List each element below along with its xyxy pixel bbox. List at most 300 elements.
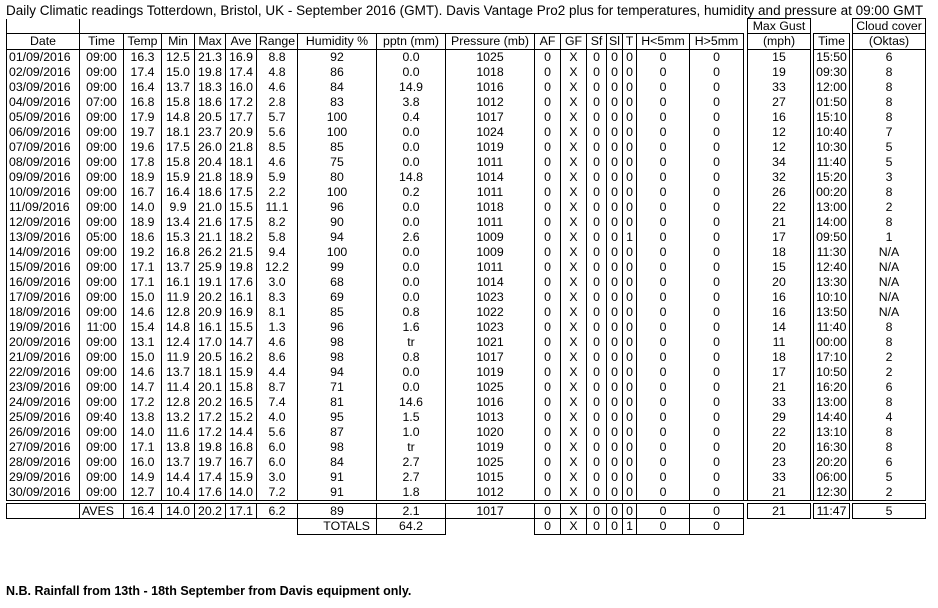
cell-max: 19.8 [195, 440, 226, 455]
cell-pptn: 0.0 [377, 365, 446, 380]
cell-sl: 0 [607, 140, 623, 155]
cell-h-gt5: 0 [690, 410, 744, 425]
cell-date: 19/09/2016 [7, 320, 80, 335]
cell-gust-time: 14:40 [814, 410, 850, 425]
cell-min: 12.8 [162, 305, 195, 320]
cell-h-lt5: 0 [637, 95, 690, 110]
cell-af: 0 [535, 485, 561, 501]
cell-ave: 16.8 [226, 440, 257, 455]
cell-cloud: 2 [853, 485, 926, 501]
cell-gust-time: 16:30 [814, 440, 850, 455]
cell-ave: 15.5 [226, 320, 257, 335]
cell-humidity: 98 [298, 335, 377, 350]
cell-date: 04/09/2016 [7, 95, 80, 110]
cell-af: 0 [535, 275, 561, 290]
cell-h-gt5: 0 [690, 95, 744, 110]
cell-pptn: 0.0 [377, 215, 446, 230]
cell-date: 26/09/2016 [7, 425, 80, 440]
cell-cloud: 8 [853, 95, 926, 110]
cell-date: 08/09/2016 [7, 155, 80, 170]
cell-temp: 15.0 [124, 350, 162, 365]
cell-sl: 0 [607, 305, 623, 320]
cell-gust: 16 [748, 110, 811, 125]
cell-af: 0 [535, 410, 561, 425]
cell-h-gt5: 0 [690, 275, 744, 290]
cell-humidity: 85 [298, 305, 377, 320]
cell-temp: 18.9 [124, 215, 162, 230]
header-temp: Temp [124, 34, 162, 50]
cell-time: 09:00 [80, 485, 124, 501]
cell-temp: 14.7 [124, 380, 162, 395]
cell-time: 07:00 [80, 95, 124, 110]
cell-pressure: 1009 [446, 245, 535, 260]
cell-pptn: 0.0 [377, 125, 446, 140]
header-sf: Sf [587, 34, 607, 50]
cell-pressure: 1025 [446, 455, 535, 470]
cell-t: 0 [623, 350, 637, 365]
cell-pptn: 1.5 [377, 410, 446, 425]
cell-h-gt5: 0 [690, 185, 744, 200]
totals-af: 0 [535, 519, 561, 535]
cell-sf: 0 [587, 80, 607, 95]
cell-af: 0 [535, 155, 561, 170]
cell-min: 9.9 [162, 200, 195, 215]
cell-range: 8.1 [257, 305, 298, 320]
cell-gust: 11 [748, 335, 811, 350]
cell-af: 0 [535, 440, 561, 455]
cell-date: 02/09/2016 [7, 65, 80, 80]
table-row [7, 410, 926, 425]
cell-sl: 0 [607, 380, 623, 395]
cell-h-lt5: 0 [637, 155, 690, 170]
cell-t: 0 [623, 365, 637, 380]
cell-gust: 12 [748, 125, 811, 140]
header-pressure: Pressure (mb) [446, 34, 535, 50]
cell-temp: 14.6 [124, 365, 162, 380]
cell-gust-time: 13:30 [814, 275, 850, 290]
cell-ave: 16.9 [226, 305, 257, 320]
header-h-lt5: H<5mm [637, 34, 690, 50]
header-gf: GF [561, 34, 587, 50]
cell-cloud: 2 [853, 365, 926, 380]
aves-af: 0 [535, 504, 561, 519]
cell-af: 0 [535, 380, 561, 395]
cell-ave: 18.2 [226, 230, 257, 245]
cell-t: 1 [623, 230, 637, 245]
cell-t: 0 [623, 125, 637, 140]
cell-temp: 14.0 [124, 425, 162, 440]
cell-af: 0 [535, 110, 561, 125]
cell-sf: 0 [587, 185, 607, 200]
cell-temp: 16.4 [124, 80, 162, 95]
cell-temp: 13.1 [124, 335, 162, 350]
cell-gf: X [561, 245, 587, 260]
cell-humidity: 86 [298, 65, 377, 80]
cell-ave: 16.2 [226, 350, 257, 365]
cell-time: 09:00 [80, 260, 124, 275]
cell-gust: 32 [748, 170, 811, 185]
cell-pressure: 1011 [446, 185, 535, 200]
aves-h-gt5: 0 [690, 504, 744, 519]
cell-humidity: 84 [298, 455, 377, 470]
cell-sf: 0 [587, 305, 607, 320]
cell-sl: 0 [607, 155, 623, 170]
cell-gust-time: 12:30 [814, 485, 850, 501]
cell-range: 8.8 [257, 50, 298, 66]
cell-pressure: 1009 [446, 230, 535, 245]
cell-humidity: 92 [298, 50, 377, 66]
cell-gf: X [561, 125, 587, 140]
cell-gust: 21 [748, 380, 811, 395]
cell-sl: 0 [607, 110, 623, 125]
cell-h-lt5: 0 [637, 80, 690, 95]
cell-gust-time: 09:50 [814, 230, 850, 245]
cell-gust: 26 [748, 185, 811, 200]
cell-max: 17.0 [195, 335, 226, 350]
cell-date: 10/09/2016 [7, 185, 80, 200]
cell-h-gt5: 0 [690, 290, 744, 305]
aves-ave: 17.1 [226, 504, 257, 519]
cell-date: 24/09/2016 [7, 395, 80, 410]
cell-sf: 0 [587, 485, 607, 501]
cell-h-lt5: 0 [637, 50, 690, 66]
cell-min: 17.5 [162, 140, 195, 155]
cell-sf: 0 [587, 65, 607, 80]
cell-pptn: 1.6 [377, 320, 446, 335]
cell-gust: 19 [748, 65, 811, 80]
cell-pressure: 1018 [446, 200, 535, 215]
cell-af: 0 [535, 335, 561, 350]
cell-cloud: 5 [853, 470, 926, 485]
cell-max: 17.2 [195, 410, 226, 425]
cell-date: 07/09/2016 [7, 140, 80, 155]
cell-ave: 14.4 [226, 425, 257, 440]
climate-table [6, 18, 926, 535]
cell-max: 20.2 [195, 395, 226, 410]
cell-min: 13.8 [162, 440, 195, 455]
aves-max: 20.2 [195, 504, 226, 519]
cell-pressure: 1011 [446, 260, 535, 275]
cell-t: 0 [623, 470, 637, 485]
cell-range: 4.6 [257, 335, 298, 350]
cell-gust-time: 09:30 [814, 65, 850, 80]
cell-pressure: 1016 [446, 80, 535, 95]
cell-humidity: 96 [298, 200, 377, 215]
cell-humidity: 91 [298, 485, 377, 501]
cell-gf: X [561, 395, 587, 410]
cell-sl: 0 [607, 425, 623, 440]
cell-date: 12/09/2016 [7, 215, 80, 230]
cell-pptn: 1.0 [377, 425, 446, 440]
cell-temp: 17.1 [124, 440, 162, 455]
cell-cloud: 2 [853, 200, 926, 215]
cell-sl: 0 [607, 230, 623, 245]
cell-gust: 21 [748, 215, 811, 230]
cell-humidity: 83 [298, 95, 377, 110]
cell-gust-time: 15:20 [814, 170, 850, 185]
cell-t: 0 [623, 410, 637, 425]
cell-sf: 0 [587, 455, 607, 470]
cell-gust-time: 15:10 [814, 110, 850, 125]
cell-time: 09:00 [80, 380, 124, 395]
cell-max: 20.4 [195, 155, 226, 170]
cell-max: 18.6 [195, 185, 226, 200]
cell-af: 0 [535, 80, 561, 95]
cell-temp: 12.7 [124, 485, 162, 501]
aves-cloud: 5 [853, 504, 926, 519]
cell-time: 09:00 [80, 455, 124, 470]
header-date: Date [7, 34, 80, 50]
cell-time: 09:00 [80, 395, 124, 410]
cell-t: 0 [623, 305, 637, 320]
cell-humidity: 91 [298, 470, 377, 485]
cell-af: 0 [535, 305, 561, 320]
cell-h-gt5: 0 [690, 485, 744, 501]
cell-cloud: 8 [853, 185, 926, 200]
cell-h-gt5: 0 [690, 140, 744, 155]
aves-gust-time: 11:47 [814, 504, 850, 519]
aves-label: AVES [80, 504, 124, 519]
cell-h-lt5: 0 [637, 365, 690, 380]
cell-af: 0 [535, 185, 561, 200]
cell-pptn: tr [377, 335, 446, 350]
cell-gf: X [561, 455, 587, 470]
cell-cloud: 8 [853, 335, 926, 350]
cell-cloud: 5 [853, 140, 926, 155]
cell-max: 20.1 [195, 380, 226, 395]
cell-max: 17.6 [195, 485, 226, 501]
cell-pressure: 1017 [446, 350, 535, 365]
cell-date: 01/09/2016 [7, 50, 80, 66]
cell-gust: 20 [748, 440, 811, 455]
cell-gf: X [561, 320, 587, 335]
cell-ave: 19.8 [226, 260, 257, 275]
cell-gust-time: 11:40 [814, 320, 850, 335]
cell-range: 2.2 [257, 185, 298, 200]
cell-t: 0 [623, 425, 637, 440]
cell-min: 16.1 [162, 275, 195, 290]
cell-range: 5.6 [257, 425, 298, 440]
cell-gf: X [561, 470, 587, 485]
cell-h-lt5: 0 [637, 440, 690, 455]
cell-range: 6.0 [257, 440, 298, 455]
cell-gust-time: 10:50 [814, 365, 850, 380]
cell-date: 14/09/2016 [7, 245, 80, 260]
header-gust-units: (mph) [748, 34, 811, 50]
cell-pptn: 0.8 [377, 305, 446, 320]
table-row [7, 80, 926, 95]
cell-pressure: 1019 [446, 365, 535, 380]
cell-cloud: 8 [853, 320, 926, 335]
cell-af: 0 [535, 455, 561, 470]
table-row [7, 485, 926, 501]
cell-h-lt5: 0 [637, 395, 690, 410]
table-row [7, 230, 926, 245]
cell-gust-time: 00:00 [814, 335, 850, 350]
cell-cloud: 8 [853, 440, 926, 455]
cell-date: 22/09/2016 [7, 365, 80, 380]
cell-humidity: 68 [298, 275, 377, 290]
cell-humidity: 95 [298, 410, 377, 425]
cell-pptn: 14.9 [377, 80, 446, 95]
cell-humidity: 84 [298, 80, 377, 95]
header-gust-time: Time [814, 34, 850, 50]
cell-t: 0 [623, 110, 637, 125]
cell-time: 09:00 [80, 125, 124, 140]
cell-gust-time: 12:40 [814, 260, 850, 275]
cell-sf: 0 [587, 260, 607, 275]
cell-cloud: 6 [853, 50, 926, 66]
cell-af: 0 [535, 140, 561, 155]
cell-ave: 15.8 [226, 380, 257, 395]
cell-h-lt5: 0 [637, 275, 690, 290]
cell-ave: 17.6 [226, 275, 257, 290]
cell-range: 4.8 [257, 65, 298, 80]
cell-sl: 0 [607, 350, 623, 365]
cell-max: 18.1 [195, 365, 226, 380]
cell-cloud: N/A [853, 260, 926, 275]
cell-ave: 20.9 [226, 125, 257, 140]
cell-gust: 22 [748, 425, 811, 440]
cell-h-lt5: 0 [637, 455, 690, 470]
cell-ave: 15.9 [226, 470, 257, 485]
cell-range: 9.4 [257, 245, 298, 260]
cell-h-lt5: 0 [637, 140, 690, 155]
cell-time: 09:00 [80, 155, 124, 170]
cell-sf: 0 [587, 155, 607, 170]
cell-ave: 16.5 [226, 395, 257, 410]
cell-humidity: 75 [298, 155, 377, 170]
table-row [7, 395, 926, 410]
cell-pptn: 2.7 [377, 470, 446, 485]
table-row [7, 320, 926, 335]
cell-range: 11.1 [257, 200, 298, 215]
table-row [7, 125, 926, 140]
cell-gf: X [561, 365, 587, 380]
cell-time: 09:00 [80, 80, 124, 95]
cell-humidity: 85 [298, 140, 377, 155]
cell-date: 18/09/2016 [7, 305, 80, 320]
cell-h-lt5: 0 [637, 320, 690, 335]
cell-h-gt5: 0 [690, 425, 744, 440]
cell-sf: 0 [587, 230, 607, 245]
aves-temp: 16.4 [124, 504, 162, 519]
cell-h-gt5: 0 [690, 380, 744, 395]
cell-sf: 0 [587, 365, 607, 380]
cell-t: 0 [623, 200, 637, 215]
table-row [7, 275, 926, 290]
cell-temp: 19.2 [124, 245, 162, 260]
cell-h-lt5: 0 [637, 110, 690, 125]
cell-pressure: 1014 [446, 275, 535, 290]
cell-time: 05:00 [80, 230, 124, 245]
cell-sl: 0 [607, 185, 623, 200]
cell-gust-time: 20:20 [814, 455, 850, 470]
cell-h-gt5: 0 [690, 305, 744, 320]
cell-max: 21.3 [195, 50, 226, 66]
cell-temp: 17.8 [124, 155, 162, 170]
cell-sf: 0 [587, 440, 607, 455]
cell-max: 26.2 [195, 245, 226, 260]
cell-range: 3.0 [257, 470, 298, 485]
cell-range: 8.2 [257, 215, 298, 230]
cell-min: 12.4 [162, 335, 195, 350]
cell-time: 09:00 [80, 170, 124, 185]
cell-cloud: N/A [853, 305, 926, 320]
averages-row [7, 504, 926, 519]
cell-gf: X [561, 185, 587, 200]
cell-gf: X [561, 410, 587, 425]
cell-gust-time: 10:40 [814, 125, 850, 140]
cell-gust: 18 [748, 350, 811, 365]
cell-pressure: 1014 [446, 170, 535, 185]
cell-gust: 17 [748, 365, 811, 380]
cell-pptn: 3.8 [377, 95, 446, 110]
cell-date: 20/09/2016 [7, 335, 80, 350]
cell-sl: 0 [607, 95, 623, 110]
cell-date: 13/09/2016 [7, 230, 80, 245]
cell-pptn: 0.0 [377, 275, 446, 290]
footnote: N.B. Rainfall from 13th - 18th September from Davis equipment only. [6, 584, 412, 598]
cell-gust-time: 17:10 [814, 350, 850, 365]
cell-t: 0 [623, 485, 637, 501]
cell-h-gt5: 0 [690, 65, 744, 80]
cell-gf: X [561, 305, 587, 320]
cell-time: 09:00 [80, 110, 124, 125]
cell-af: 0 [535, 170, 561, 185]
cell-gust: 16 [748, 305, 811, 320]
cell-range: 8.6 [257, 350, 298, 365]
cell-sl: 0 [607, 50, 623, 66]
cell-cloud: 1 [853, 230, 926, 245]
cell-humidity: 96 [298, 320, 377, 335]
table-row [7, 455, 926, 470]
cell-pressure: 1025 [446, 50, 535, 66]
cell-pptn: tr [377, 440, 446, 455]
table-row [7, 65, 926, 80]
cell-cloud: 8 [853, 65, 926, 80]
cell-min: 10.4 [162, 485, 195, 501]
cell-min: 16.8 [162, 245, 195, 260]
cell-sl: 0 [607, 395, 623, 410]
cell-humidity: 98 [298, 350, 377, 365]
cell-max: 20.5 [195, 110, 226, 125]
cell-gust-time: 13:10 [814, 425, 850, 440]
cell-max: 21.0 [195, 200, 226, 215]
cell-pptn: 0.0 [377, 200, 446, 215]
cell-h-lt5: 0 [637, 245, 690, 260]
cell-h-gt5: 0 [690, 470, 744, 485]
cell-time: 09:00 [80, 470, 124, 485]
cell-h-gt5: 0 [690, 200, 744, 215]
cell-ave: 17.5 [226, 185, 257, 200]
cell-sf: 0 [587, 200, 607, 215]
cell-gf: X [561, 335, 587, 350]
cell-af: 0 [535, 365, 561, 380]
cell-temp: 17.1 [124, 275, 162, 290]
cell-gf: X [561, 485, 587, 501]
cell-pptn: 0.0 [377, 245, 446, 260]
cell-date: 15/09/2016 [7, 260, 80, 275]
header-t: T [623, 34, 637, 50]
cell-af: 0 [535, 95, 561, 110]
totals-gf: X [561, 519, 587, 535]
totals-sl: 0 [607, 519, 623, 535]
cell-min: 16.4 [162, 185, 195, 200]
cell-t: 0 [623, 50, 637, 66]
cell-pptn: 0.0 [377, 260, 446, 275]
cell-h-lt5: 0 [637, 485, 690, 501]
